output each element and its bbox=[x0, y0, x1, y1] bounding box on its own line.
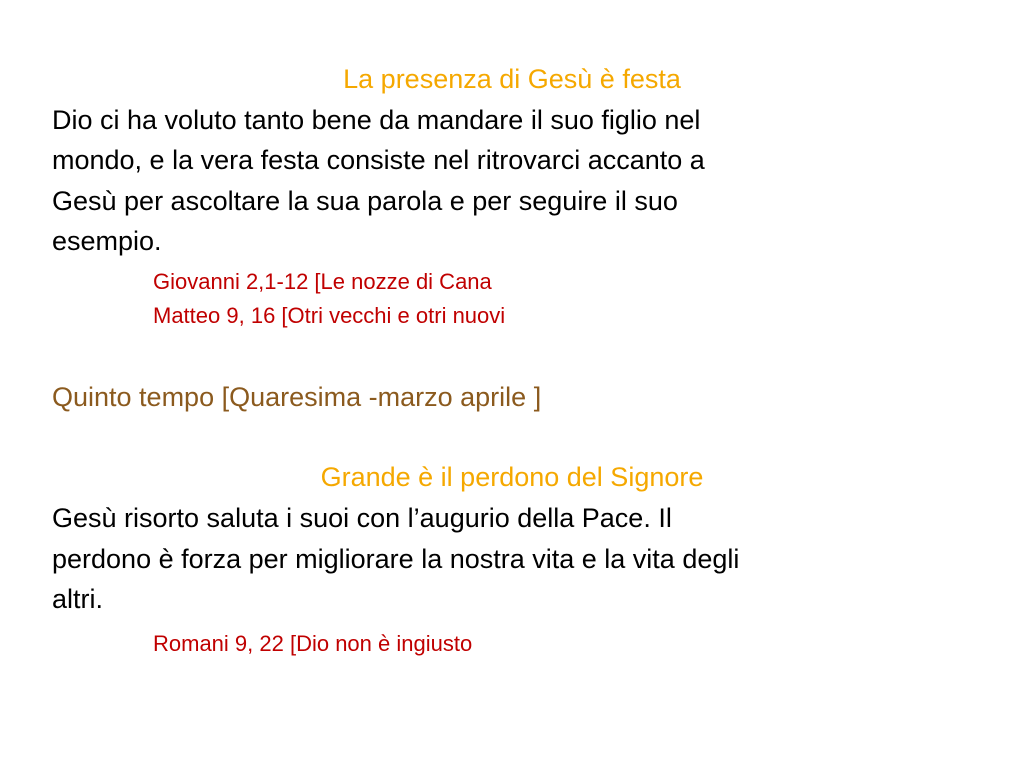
block1-paragraph-line-2: mondo, e la vera festa consiste nel ritrovarci accanto a bbox=[52, 145, 705, 175]
block1-paragraph-line-3: Gesù per ascoltare la sua parola e per seguire il suo bbox=[52, 186, 678, 216]
block1-reference-2: Matteo 9, 16 [Otri vecchi e otri nuovi bbox=[153, 303, 506, 328]
block2-title: Grande è il perdono del Signore bbox=[320, 462, 704, 492]
block2-paragraph-line-1: Gesù risorto saluta i suoi con l’augurio della Pace. Il bbox=[52, 503, 672, 533]
block2-reference-1: Romani 9, 22 [Dio non è ingiusto bbox=[153, 631, 473, 656]
block1-paragraph-line-1: Dio ci ha voluto tanto bene da mandare il suo figlio nel bbox=[52, 105, 701, 135]
block1-reference-1: Giovanni 2,1-12 [Le nozze di Cana bbox=[153, 269, 492, 294]
section-heading: Quinto tempo [Quaresima -marzo aprile ] bbox=[52, 382, 542, 412]
block2-paragraph-line-2: perdono è forza per migliorare la nostra vita e la vita degli bbox=[52, 544, 740, 574]
block2-paragraph-line-3: altri. bbox=[52, 584, 104, 614]
block1-paragraph-line-4: esempio. bbox=[52, 226, 162, 256]
block1-title: La presenza di Gesù è festa bbox=[343, 64, 681, 94]
